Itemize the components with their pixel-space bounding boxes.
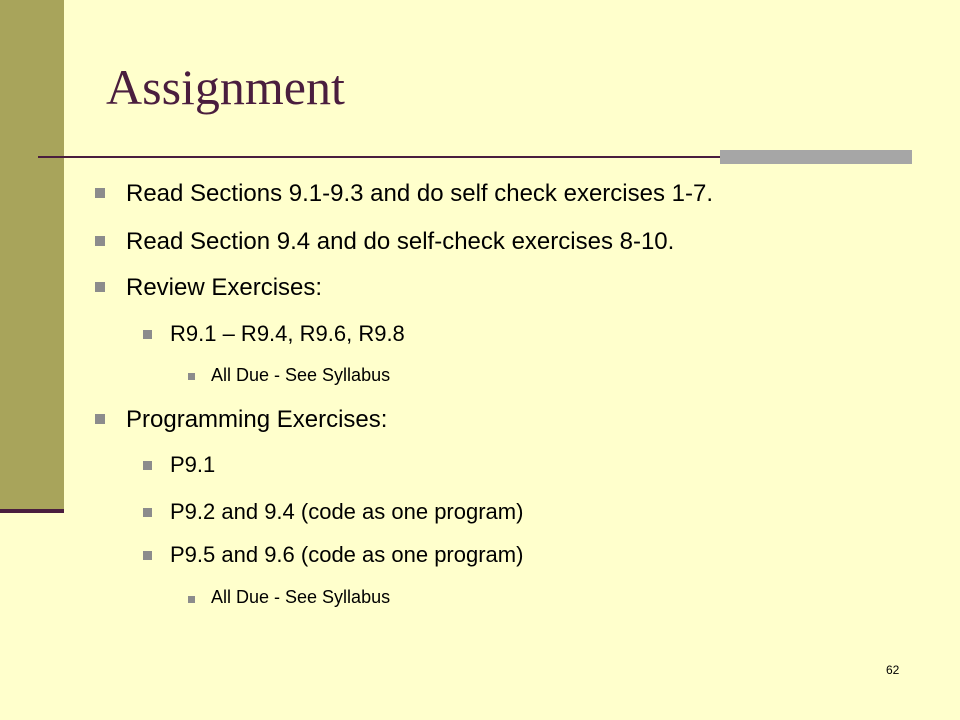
square-bullet-icon [143,461,152,470]
bullet-text: All Due - See Syllabus [211,587,391,607]
bullet-text: All Due - See Syllabus [211,365,391,385]
bullet-text: Read Section 9.4 and do self-check exercises 8-10. [126,228,675,255]
bullet-text: Review Exercises: [126,274,323,301]
square-bullet-icon [188,373,195,380]
left-sidebar-accent-line [0,509,64,513]
bullet-text: R9.1 – R9.4, R9.6, R9.8 [170,321,405,346]
bullet-text: Programming Exercises: [126,406,388,433]
page-number: 62 [886,663,900,677]
square-bullet-icon [143,551,152,560]
bullet-text: P9.2 and 9.4 (code as one program) [170,499,524,524]
square-bullet-icon [95,414,105,424]
square-bullet-icon [143,508,152,517]
square-bullet-icon [95,188,105,198]
square-bullet-icon [95,236,105,246]
bullet-text: P9.1 [170,452,216,477]
slide-title: Assignment [106,59,345,115]
left-sidebar-bar [0,0,64,512]
square-bullet-icon [143,330,152,339]
bullet-text: Read Sections 9.1-9.3 and do self check exercises 1-7. [126,180,713,207]
square-bullet-icon [188,596,195,603]
title-underline-accent [720,150,912,164]
bullet-text: P9.5 and 9.6 (code as one program) [170,542,524,567]
square-bullet-icon [95,282,105,292]
